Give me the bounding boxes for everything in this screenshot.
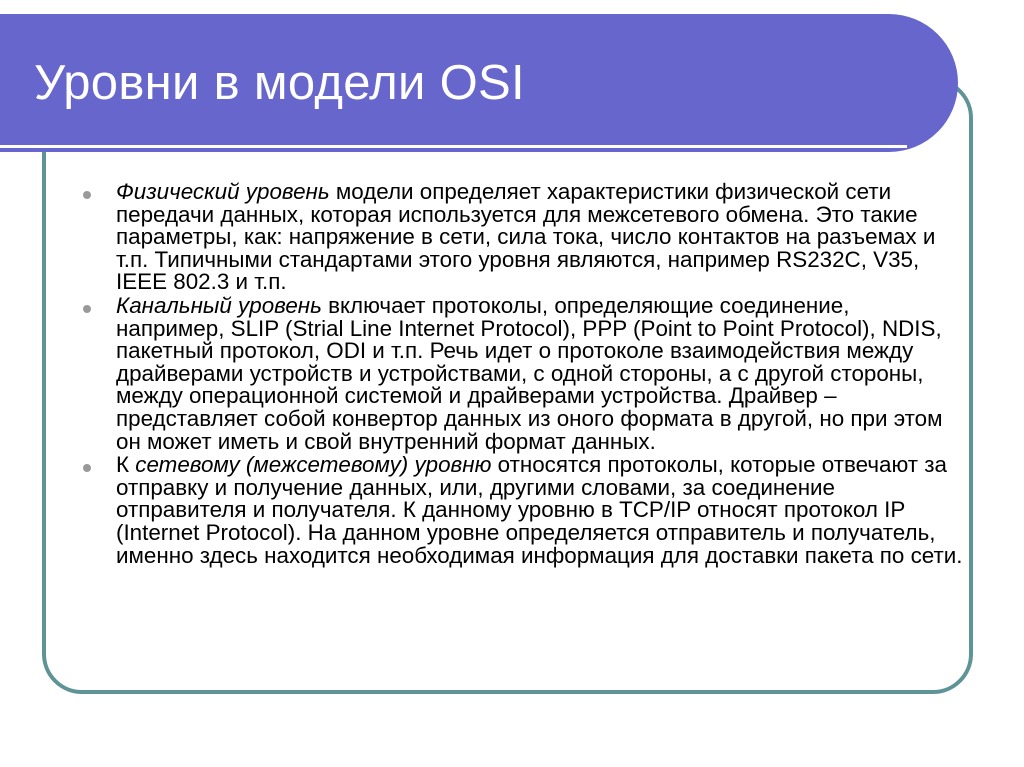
bullet-term: Канальный уровень (116, 292, 322, 318)
bullet-item-data-link-layer (79, 292, 963, 454)
title-underline (0, 145, 907, 148)
bullet-item-network-layer (79, 454, 963, 567)
bullet-term: сетевому (межсетевому) уровню (135, 452, 492, 478)
bullet-description: модели определяет характеристики физической сети передачи данных, которая используется для межсетевого обмена. Это такие параметры, как: напряжение в сети, сила тока, число контактов на разъемах и т.п. Типичными стандартами этого уровня являются, например RS232C, V35, IEEE 802.3 и т.п. (116, 179, 936, 295)
bullet-dot-icon (83, 464, 91, 472)
bullet-dot-icon (83, 305, 91, 313)
bullet-description: включает протоколы, определяющие соединение, например, SLIP (Strial Line Internet Protocol), PPP (Point to Point Protocol), NDIS, пакетный протокол, ODI и т.п. Речь идет о протоколе взаимодействия между драйверами устройств и устройствами, с одной стороны, а с другой стороны, между операционной системой и драйверами устройства. Драйвер – представляет собой конвертор данных из оного формата в другой, но при этом он может иметь и свой внутренний формат данных. (116, 292, 943, 454)
title-bar (0, 14, 958, 152)
bullet-list (79, 181, 963, 568)
bullet-text (116, 454, 963, 567)
bullet-term: Физический уровень (116, 179, 330, 204)
slide-title: Уровни в модели OSI (34, 56, 525, 110)
bullet-prefix: К (116, 452, 136, 478)
bullet-item-physical-layer (79, 181, 963, 294)
bullet-text (116, 292, 963, 454)
bullet-description: относятся протоколы, которые отвечают за отправку и получение данных, или, другими словами, за соединение отправителя и получателя. К данному уровню в TCP/IP относят протокол IP (Internet Protocol). На данном уровне определяется отправитель и получатель, именно здесь находится необходимая информация для доставки пакета по сети. (116, 452, 963, 568)
bullet-dot-icon (83, 191, 91, 199)
bullet-text (116, 181, 963, 294)
